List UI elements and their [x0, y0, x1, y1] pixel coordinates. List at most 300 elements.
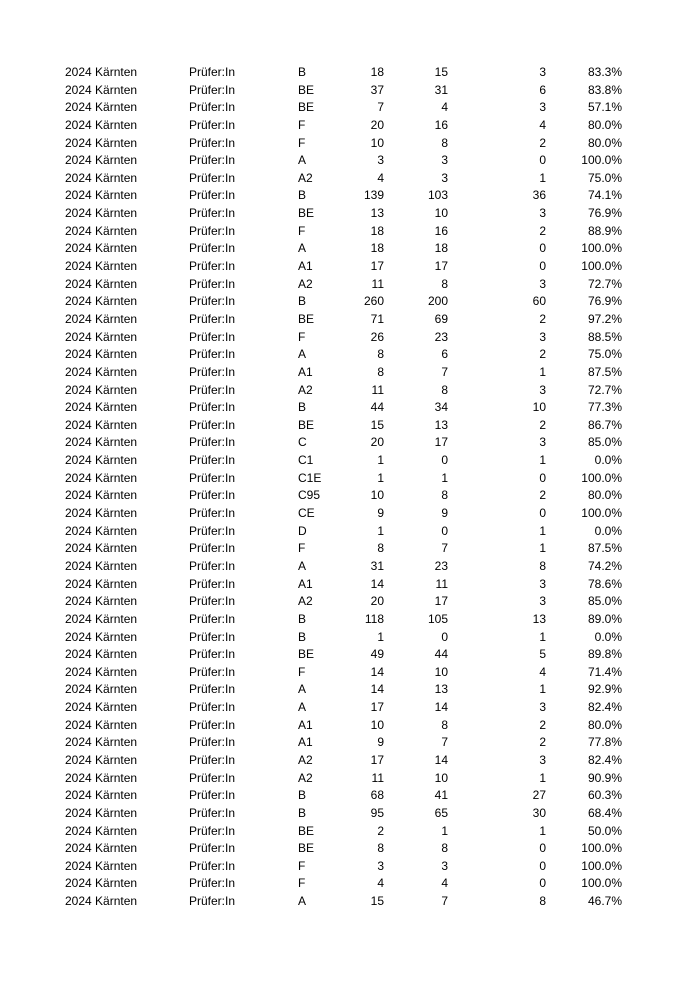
- role-cell: Prüfer:In: [189, 294, 236, 309]
- failed-count-cell: 0: [539, 241, 546, 256]
- license-class-cell: B: [298, 188, 307, 203]
- year-region-cell: 2024 Kärnten: [65, 788, 138, 803]
- year-region-cell: 2024 Kärnten: [65, 576, 138, 591]
- role-cell: Prüfer:In: [189, 576, 236, 591]
- total-count-cell: 8: [377, 841, 384, 856]
- pass-rate-cell: 100.0%: [581, 858, 622, 873]
- pass-rate-cell: 72.7%: [587, 382, 622, 397]
- passed-count-cell: 14: [434, 752, 448, 767]
- pass-rate-cell: 0.0%: [594, 629, 622, 644]
- role-cell: Prüfer:In: [189, 700, 236, 715]
- role-cell: Prüfer:In: [189, 841, 236, 856]
- pass-rate-cell: 100.0%: [581, 241, 622, 256]
- passed-count-cell: 11: [435, 576, 448, 591]
- passed-count-cell: 1: [441, 470, 448, 485]
- role-cell: Prüfer:In: [189, 647, 236, 662]
- license-class-cell: BE: [298, 841, 315, 856]
- pass-rate-cell: 80.0%: [587, 117, 622, 132]
- passed-count-cell: 10: [434, 206, 448, 221]
- license-class-cell: BE: [298, 82, 315, 97]
- license-class-cell: A2: [298, 170, 313, 185]
- table-row: [0, 486, 700, 504]
- failed-count-cell: 8: [539, 558, 546, 573]
- role-cell: Prüfer:In: [189, 541, 236, 556]
- pass-rate-cell: 75.0%: [587, 347, 622, 362]
- total-count-cell: 1: [377, 470, 384, 485]
- license-class-cell: A2: [298, 382, 313, 397]
- year-region-cell: 2024 Kärnten: [65, 100, 138, 115]
- passed-count-cell: 7: [441, 735, 448, 750]
- year-region-cell: 2024 Kärnten: [65, 876, 138, 891]
- pass-rate-cell: 77.3%: [587, 400, 622, 415]
- failed-count-cell: 4: [539, 664, 546, 679]
- total-count-cell: 20: [370, 117, 384, 132]
- license-class-cell: A: [298, 241, 307, 256]
- pass-rate-cell: 0.0%: [594, 523, 622, 538]
- passed-count-cell: 13: [434, 417, 448, 432]
- passed-count-cell: 13: [434, 682, 448, 697]
- license-class-cell: A: [298, 682, 307, 697]
- pass-rate-cell: 83.3%: [587, 65, 622, 79]
- table-row: [0, 786, 700, 804]
- failed-count-cell: 2: [539, 717, 546, 732]
- failed-count-cell: 13: [532, 611, 546, 626]
- year-region-cell: 2024 Kärnten: [65, 841, 138, 856]
- pass-rate-cell: 86.7%: [587, 417, 622, 432]
- table-row: [0, 433, 700, 451]
- license-class-cell: BE: [298, 206, 315, 221]
- total-count-cell: 118: [364, 611, 384, 626]
- year-region-cell: 2024 Kärnten: [65, 664, 138, 679]
- passed-count-cell: 16: [434, 223, 448, 238]
- total-count-cell: 9: [377, 506, 384, 521]
- role-cell: Prüfer:In: [189, 259, 236, 274]
- table-row: [0, 733, 700, 751]
- role-cell: Prüfer:In: [189, 347, 236, 362]
- failed-count-cell: 5: [539, 647, 546, 662]
- total-count-cell: 71: [370, 311, 384, 326]
- license-class-cell: A2: [298, 770, 313, 785]
- passed-count-cell: 10: [434, 664, 448, 679]
- passed-count-cell: 31: [434, 82, 448, 97]
- total-count-cell: 9: [377, 735, 384, 750]
- table-row: [0, 416, 700, 434]
- pass-rate-cell: 100.0%: [581, 841, 622, 856]
- year-region-cell: 2024 Kärnten: [65, 894, 138, 909]
- failed-count-cell: 36: [532, 188, 546, 203]
- passed-count-cell: 6: [441, 347, 448, 362]
- total-count-cell: 18: [370, 65, 384, 79]
- role-cell: Prüfer:In: [189, 488, 236, 503]
- license-class-cell: B: [298, 400, 307, 415]
- total-count-cell: 2: [377, 823, 384, 838]
- total-count-cell: 68: [370, 788, 384, 803]
- passed-count-cell: 0: [441, 453, 448, 468]
- passed-count-cell: 41: [434, 788, 448, 803]
- passed-count-cell: 15: [434, 65, 448, 79]
- role-cell: Prüfer:In: [189, 188, 236, 203]
- year-region-cell: 2024 Kärnten: [65, 823, 138, 838]
- role-cell: Prüfer:In: [189, 117, 236, 132]
- role-cell: Prüfer:In: [189, 629, 236, 644]
- year-region-cell: 2024 Kärnten: [65, 135, 138, 150]
- table-row: [0, 257, 700, 275]
- license-class-cell: A2: [298, 752, 313, 767]
- year-region-cell: 2024 Kärnten: [65, 805, 138, 820]
- total-count-cell: 31: [370, 558, 384, 573]
- total-count-cell: 15: [370, 894, 384, 909]
- table-row: [0, 592, 700, 610]
- table-row: [0, 680, 700, 698]
- role-cell: Prüfer:In: [189, 682, 236, 697]
- total-count-cell: 8: [377, 364, 384, 379]
- passed-count-cell: 8: [441, 276, 448, 291]
- year-region-cell: 2024 Kärnten: [65, 117, 138, 132]
- license-class-cell: B: [298, 611, 307, 626]
- table-row: [0, 292, 700, 310]
- year-region-cell: 2024 Kärnten: [65, 206, 138, 221]
- license-class-cell: A: [298, 347, 307, 362]
- total-count-cell: 8: [377, 347, 384, 362]
- table-row: [0, 381, 700, 399]
- failed-count-cell: 4: [539, 117, 546, 132]
- total-count-cell: 14: [370, 664, 384, 679]
- failed-count-cell: 1: [539, 541, 546, 556]
- pass-rate-cell: 100.0%: [581, 259, 622, 274]
- role-cell: Prüfer:In: [189, 100, 236, 115]
- role-cell: Prüfer:In: [189, 805, 236, 820]
- table-row: [0, 134, 700, 152]
- pass-rate-cell: 0.0%: [594, 453, 622, 468]
- license-class-cell: CE: [298, 506, 315, 521]
- year-region-cell: 2024 Kärnten: [65, 347, 138, 362]
- failed-count-cell: 3: [539, 576, 546, 591]
- pass-rate-cell: 72.7%: [587, 276, 622, 291]
- table-row: [0, 275, 700, 293]
- license-class-cell: C1: [298, 453, 314, 468]
- license-class-cell: A1: [298, 259, 313, 274]
- role-cell: Prüfer:In: [189, 435, 236, 450]
- pass-rate-cell: 83.8%: [587, 82, 622, 97]
- license-class-cell: A1: [298, 364, 313, 379]
- table-row: [0, 610, 700, 628]
- year-region-cell: 2024 Kärnten: [65, 770, 138, 785]
- table-row: [0, 345, 700, 363]
- failed-count-cell: 2: [539, 488, 546, 503]
- license-class-cell: A: [298, 894, 307, 909]
- failed-count-cell: 3: [539, 752, 546, 767]
- failed-count-cell: 3: [539, 594, 546, 609]
- total-count-cell: 10: [370, 488, 384, 503]
- pass-rate-cell: 88.5%: [587, 329, 622, 344]
- year-region-cell: 2024 Kärnten: [65, 558, 138, 573]
- total-count-cell: 49: [370, 647, 384, 662]
- year-region-cell: 2024 Kärnten: [65, 717, 138, 732]
- passed-count-cell: 0: [441, 523, 448, 538]
- passed-count-cell: 3: [441, 858, 448, 873]
- total-count-cell: 17: [370, 752, 384, 767]
- passed-count-cell: 8: [441, 382, 448, 397]
- pass-rate-cell: 100.0%: [581, 876, 622, 891]
- total-count-cell: 1: [377, 523, 384, 538]
- passed-count-cell: 3: [441, 170, 448, 185]
- passed-count-cell: 7: [441, 541, 448, 556]
- license-class-cell: B: [298, 805, 307, 820]
- year-region-cell: 2024 Kärnten: [65, 65, 138, 79]
- year-region-cell: 2024 Kärnten: [65, 735, 138, 750]
- role-cell: Prüfer:In: [189, 506, 236, 521]
- role-cell: Prüfer:In: [189, 788, 236, 803]
- license-class-cell: C95: [298, 488, 321, 503]
- failed-count-cell: 0: [539, 153, 546, 168]
- role-cell: Prüfer:In: [189, 382, 236, 397]
- year-region-cell: 2024 Kärnten: [65, 682, 138, 697]
- year-region-cell: 2024 Kärnten: [65, 611, 138, 626]
- total-count-cell: 20: [370, 435, 384, 450]
- table-row: [0, 363, 700, 381]
- pass-rate-cell: 90.9%: [587, 770, 622, 785]
- role-cell: Prüfer:In: [189, 241, 236, 256]
- failed-count-cell: 1: [539, 523, 546, 538]
- pass-rate-cell: 57.1%: [587, 100, 622, 115]
- failed-count-cell: 1: [539, 364, 546, 379]
- year-region-cell: 2024 Kärnten: [65, 153, 138, 168]
- table-row: [0, 539, 700, 557]
- passed-count-cell: 23: [434, 329, 448, 344]
- failed-count-cell: 3: [539, 700, 546, 715]
- pass-rate-cell: 97.2%: [587, 311, 622, 326]
- role-cell: Prüfer:In: [189, 223, 236, 238]
- passed-count-cell: 4: [441, 100, 448, 115]
- table-row: [0, 804, 700, 822]
- table-row: [0, 98, 700, 116]
- failed-count-cell: 3: [539, 435, 546, 450]
- table-row: [0, 839, 700, 857]
- pass-rate-cell: 68.4%: [587, 805, 622, 820]
- license-class-cell: BE: [298, 100, 315, 115]
- total-count-cell: 20: [370, 594, 384, 609]
- role-cell: Prüfer:In: [189, 735, 236, 750]
- pass-rate-cell: 89.8%: [587, 647, 622, 662]
- license-class-cell: A1: [298, 735, 313, 750]
- total-count-cell: 15: [370, 417, 384, 432]
- year-region-cell: 2024 Kärnten: [65, 400, 138, 415]
- pass-rate-cell: 87.5%: [587, 541, 622, 556]
- license-class-cell: F: [298, 329, 306, 344]
- failed-count-cell: 27: [532, 788, 546, 803]
- total-count-cell: 1: [377, 453, 384, 468]
- failed-count-cell: 1: [539, 823, 546, 838]
- total-count-cell: 11: [371, 276, 384, 291]
- total-count-cell: 17: [370, 259, 384, 274]
- passed-count-cell: 8: [441, 717, 448, 732]
- license-class-cell: BE: [298, 823, 315, 838]
- total-count-cell: 14: [370, 682, 384, 697]
- pass-rate-cell: 89.0%: [587, 611, 622, 626]
- passed-count-cell: 4: [441, 876, 448, 891]
- failed-count-cell: 0: [539, 876, 546, 891]
- table-row: [0, 698, 700, 716]
- passed-count-cell: 8: [441, 841, 448, 856]
- pass-rate-cell: 80.0%: [587, 135, 622, 150]
- license-class-cell: F: [298, 858, 306, 873]
- year-region-cell: 2024 Kärnten: [65, 470, 138, 485]
- role-cell: Prüfer:In: [189, 594, 236, 609]
- table-row: [0, 716, 700, 734]
- role-cell: Prüfer:In: [189, 664, 236, 679]
- pass-rate-cell: 46.7%: [587, 894, 622, 909]
- table-row: [0, 663, 700, 681]
- passed-count-cell: 1: [441, 823, 448, 838]
- year-region-cell: 2024 Kärnten: [65, 629, 138, 644]
- role-cell: Prüfer:In: [189, 717, 236, 732]
- table-row: [0, 186, 700, 204]
- passed-count-cell: 44: [434, 647, 448, 662]
- role-cell: Prüfer:In: [189, 65, 236, 79]
- role-cell: Prüfer:In: [189, 453, 236, 468]
- license-class-cell: A: [298, 700, 307, 715]
- license-class-cell: F: [298, 876, 306, 891]
- pass-rate-cell: 82.4%: [587, 752, 622, 767]
- failed-count-cell: 1: [539, 629, 546, 644]
- table-row: [0, 63, 700, 81]
- total-count-cell: 11: [371, 382, 384, 397]
- role-cell: Prüfer:In: [189, 858, 236, 873]
- failed-count-cell: 0: [539, 858, 546, 873]
- total-count-cell: 26: [370, 329, 384, 344]
- total-count-cell: 18: [370, 223, 384, 238]
- year-region-cell: 2024 Kärnten: [65, 223, 138, 238]
- license-class-cell: A: [298, 153, 307, 168]
- pass-rate-cell: 100.0%: [581, 153, 622, 168]
- pass-rate-cell: 80.0%: [587, 717, 622, 732]
- table-row: [0, 169, 700, 187]
- table-row: [0, 645, 700, 663]
- table-row: [0, 557, 700, 575]
- failed-count-cell: 3: [539, 206, 546, 221]
- pass-rate-cell: 74.2%: [587, 558, 622, 573]
- role-cell: Prüfer:In: [189, 558, 236, 573]
- year-region-cell: 2024 Kärnten: [65, 364, 138, 379]
- pass-rate-cell: 78.6%: [587, 576, 622, 591]
- license-class-cell: A2: [298, 276, 313, 291]
- total-count-cell: 14: [370, 576, 384, 591]
- passed-count-cell: 10: [434, 770, 448, 785]
- year-region-cell: 2024 Kärnten: [65, 188, 138, 203]
- year-region-cell: 2024 Kärnten: [65, 82, 138, 97]
- year-region-cell: 2024 Kärnten: [65, 752, 138, 767]
- table-row: [0, 204, 700, 222]
- role-cell: Prüfer:In: [189, 611, 236, 626]
- role-cell: Prüfer:In: [189, 400, 236, 415]
- year-region-cell: 2024 Kärnten: [65, 241, 138, 256]
- license-class-cell: A2: [298, 594, 313, 609]
- year-region-cell: 2024 Kärnten: [65, 858, 138, 873]
- role-cell: Prüfer:In: [189, 523, 236, 538]
- pass-rate-cell: 100.0%: [581, 506, 622, 521]
- license-class-cell: A1: [298, 576, 313, 591]
- passed-count-cell: 18: [434, 241, 448, 256]
- total-count-cell: 95: [370, 805, 384, 820]
- role-cell: Prüfer:In: [189, 894, 236, 909]
- failed-count-cell: 1: [539, 682, 546, 697]
- failed-count-cell: 0: [539, 841, 546, 856]
- passed-count-cell: 0: [441, 629, 448, 644]
- license-class-cell: A: [298, 558, 307, 573]
- table-row: [0, 310, 700, 328]
- failed-count-cell: 3: [539, 65, 546, 79]
- year-region-cell: 2024 Kärnten: [65, 329, 138, 344]
- passed-count-cell: 3: [441, 153, 448, 168]
- license-class-cell: A1: [298, 717, 313, 732]
- table-row: [0, 504, 700, 522]
- role-cell: Prüfer:In: [189, 206, 236, 221]
- role-cell: Prüfer:In: [189, 329, 236, 344]
- role-cell: Prüfer:In: [189, 170, 236, 185]
- year-region-cell: 2024 Kärnten: [65, 435, 138, 450]
- total-count-cell: 44: [370, 400, 384, 415]
- role-cell: Prüfer:In: [189, 82, 236, 97]
- failed-count-cell: 2: [539, 135, 546, 150]
- passed-count-cell: 103: [427, 188, 448, 203]
- license-class-cell: F: [298, 135, 306, 150]
- failed-count-cell: 2: [539, 347, 546, 362]
- license-class-cell: F: [298, 541, 306, 556]
- failed-count-cell: 1: [539, 453, 546, 468]
- license-class-cell: B: [298, 629, 307, 644]
- total-count-cell: 1: [377, 629, 384, 644]
- total-count-cell: 7: [377, 100, 384, 115]
- year-region-cell: 2024 Kärnten: [65, 700, 138, 715]
- license-class-cell: D: [298, 523, 307, 538]
- license-class-cell: F: [298, 223, 306, 238]
- role-cell: Prüfer:In: [189, 364, 236, 379]
- table-row: [0, 81, 700, 99]
- passed-count-cell: 14: [434, 700, 448, 715]
- table-row: [0, 151, 700, 169]
- pass-rate-cell: 85.0%: [587, 594, 622, 609]
- total-count-cell: 13: [370, 206, 384, 221]
- pass-rate-cell: 76.9%: [587, 206, 622, 221]
- license-class-cell: BE: [298, 311, 315, 326]
- passed-count-cell: 8: [441, 135, 448, 150]
- role-cell: Prüfer:In: [189, 276, 236, 291]
- passed-count-cell: 17: [434, 259, 448, 274]
- table-row: [0, 822, 700, 840]
- failed-count-cell: 0: [539, 470, 546, 485]
- role-cell: Prüfer:In: [189, 153, 236, 168]
- year-region-cell: 2024 Kärnten: [65, 170, 138, 185]
- pass-rate-cell: 76.9%: [587, 294, 622, 309]
- role-cell: Prüfer:In: [189, 311, 236, 326]
- license-class-cell: BE: [298, 647, 315, 662]
- table-row: [0, 239, 700, 257]
- total-count-cell: 3: [377, 153, 384, 168]
- year-region-cell: 2024 Kärnten: [65, 294, 138, 309]
- total-count-cell: 37: [370, 82, 384, 97]
- passed-count-cell: 7: [441, 364, 448, 379]
- passed-count-cell: 105: [427, 611, 448, 626]
- total-count-cell: 10: [370, 717, 384, 732]
- passed-count-cell: 65: [434, 805, 448, 820]
- role-cell: Prüfer:In: [189, 417, 236, 432]
- total-count-cell: 10: [370, 135, 384, 150]
- table-row: [0, 751, 700, 769]
- failed-count-cell: 0: [539, 506, 546, 521]
- pass-rate-cell: 75.0%: [587, 170, 622, 185]
- year-region-cell: 2024 Kärnten: [65, 417, 138, 432]
- license-class-cell: B: [298, 65, 307, 79]
